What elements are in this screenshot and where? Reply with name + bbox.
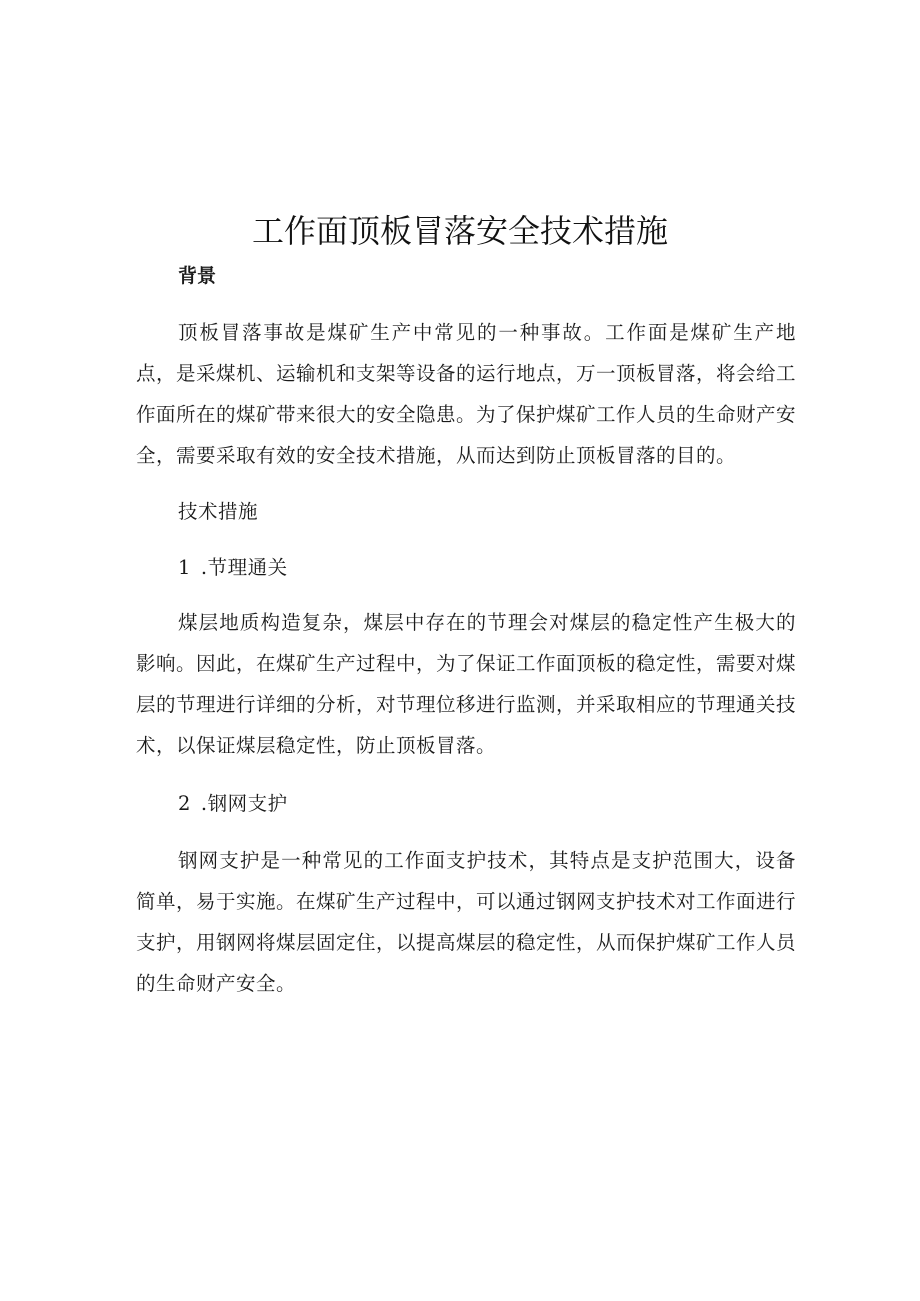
- section-1-title: .节理通关: [200, 556, 288, 579]
- document-title: 工作面顶板冒落安全技术措施: [251, 212, 668, 250]
- background-paragraph: 顶板冒落事故是煤矿生产中常见的一种事故。工作面是煤矿生产地点，是采煤机、运输机和支架等设备的运行地点，万一顶板冒落，将会给工作面所在的煤矿带来很大的安全隐患。为了保护煤矿工作人员的生命财产安全，需要采取有效的安全技术措施，从而达到防止顶板冒落的目的。: [136, 321, 797, 467]
- section-2-paragraph: 钢网支护是一种常见的工作面支护技术，其特点是支护范围大，设备简单，易于实施。在煤矿生产过程中，可以通过钢网支护技术对工作面进行支护，用钢网将煤层固定住，以提高煤层的稳定性，从而保护煤矿工作人员的生命财产安全。: [136, 849, 797, 995]
- background-heading: 背景: [178, 265, 217, 287]
- section-1-number: 1: [178, 556, 191, 579]
- section-2-title: .钢网支护: [200, 792, 288, 815]
- measures-heading: 技术措施: [178, 500, 259, 523]
- section-1-paragraph: 煤层地质构造复杂，煤层中存在的节理会对煤层的稳定性产生极大的影响。因此，在煤矿生产过程中，为了保证工作面顶板的稳定性，需要对煤层的节理进行详细的分析，对节理位移进行监测，并采取相应的节理通关技术，以保证煤层稳定性，防止顶板冒落。: [136, 611, 797, 757]
- section-2-number: 2: [178, 792, 191, 815]
- section-1-heading: [178, 553, 288, 583]
- section-2-heading: [178, 789, 288, 819]
